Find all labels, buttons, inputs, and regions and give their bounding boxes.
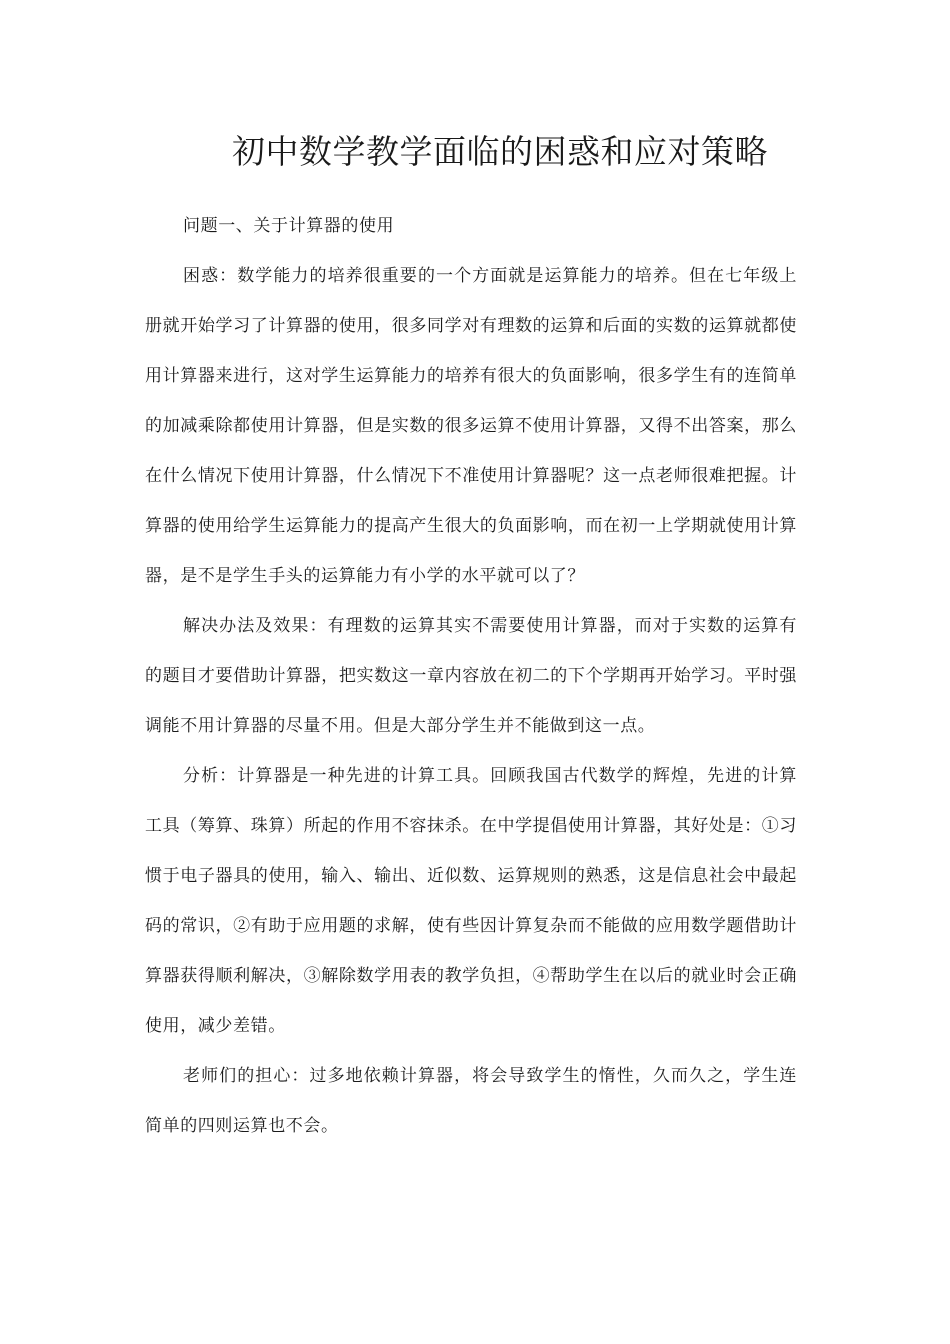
paragraph-analysis: 分析：计算器是一种先进的计算工具。回顾我国古代数学的辉煌，先进的计算工具（筹算、珠算）所起的作用不容抹杀。在中学提倡使用计算器，其好处是：①习惯于电子器具的使用，输入、输出、近似数、运算规则的熟悉，这是信息社会中最起码的常识，②有助于应用题的求解，使有些因计算复杂而不能做的应用数学题借助计算器获得顺利解决，③解除数学用表的教学负担，④帮助学生在以后的就业时会正确使用，减少差错。	[145, 766, 797, 1036]
document-body	[145, 201, 797, 1151]
document-title: 初中数学教学面临的困惑和应对策略	[232, 132, 768, 171]
section-heading: 问题一、关于计算器的使用	[183, 216, 395, 236]
paragraph-teacher-concern: 老师们的担心：过多地依赖计算器，将会导致学生的惰性，久而久之，学生连简单的四则运算也不会。	[145, 1066, 797, 1136]
paragraph-confusion: 困惑：数学能力的培养很重要的一个方面就是运算能力的培养。但在七年级上册就开始学习了计算器的使用，很多同学对有理数的运算和后面的实数的运算就都使用计算器来进行，这对学生运算能力的培养有很大的负面影响，很多学生有的连简单的加减乘除都使用计算器，但是实数的很多运算不使用计算器，又得不出答案，那么在什么情况下使用计算器，什么情况下不准使用计算器呢？这一点老师很难把握。计算器的使用给学生运算能力的提高产生很大的负面影响，而在初一上学期就使用计算器，是不是学生手头的运算能力有小学的水平就可以了？	[145, 266, 797, 586]
paragraph-solution: 解决办法及效果：有理数的运算其实不需要使用计算器，而对于实数的运算有的题目才要借助计算器，把实数这一章内容放在初二的下个学期再开始学习。平时强调能不用计算器的尽量不用。但是大部分学生并不能做到这一点。	[145, 616, 797, 736]
